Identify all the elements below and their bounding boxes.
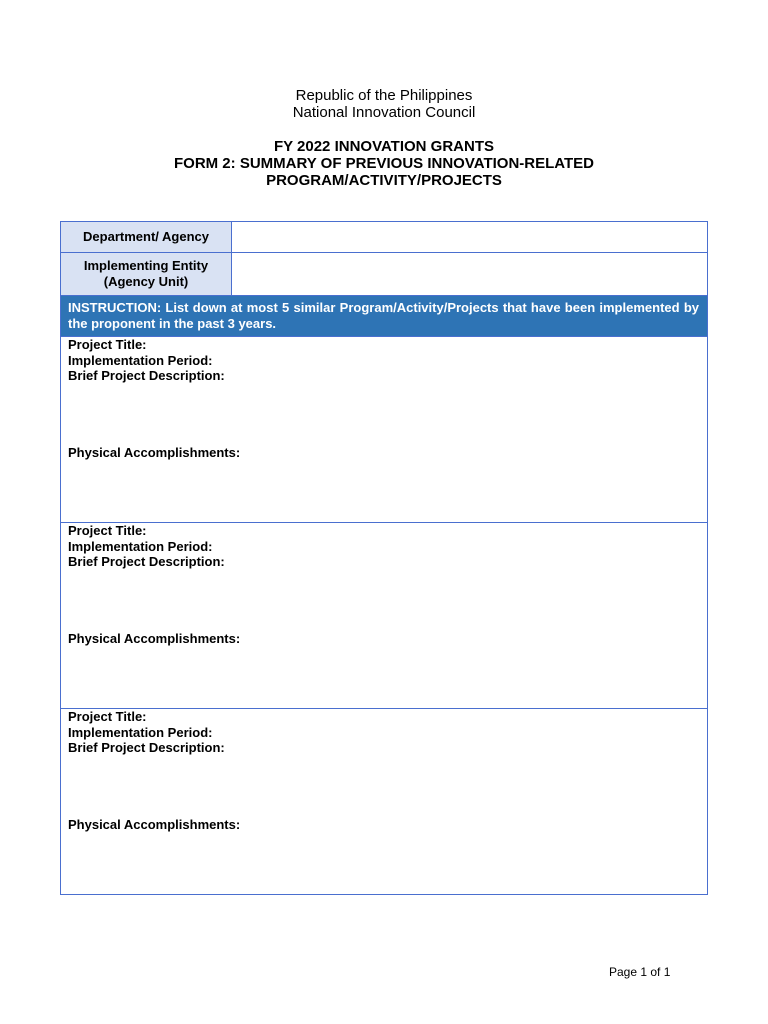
project-description-label: Brief Project Description: bbox=[68, 740, 225, 755]
physical-accomplishments-label: Physical Accomplishments: bbox=[68, 817, 241, 832]
project-entry-1[interactable] bbox=[61, 337, 708, 523]
entity-label-line-1: Implementing Entity bbox=[83, 258, 209, 273]
implementation-period-label: Implementation Period: bbox=[68, 538, 213, 554]
document-header bbox=[0, 87, 768, 121]
entity-label-line-2: (Agency Unit) bbox=[103, 274, 189, 289]
physical-accomplishments-label: Physical Accomplishments: bbox=[68, 631, 241, 646]
form-title-line-3: PROGRAM/ACTIVITY/PROJECTS bbox=[266, 172, 502, 189]
department-row bbox=[61, 222, 708, 253]
project-description-label: Brief Project Description: bbox=[68, 554, 225, 569]
project-entry bbox=[61, 709, 708, 895]
project-title-label: Project Title: bbox=[68, 523, 147, 538]
project-entry-3[interactable] bbox=[61, 709, 708, 895]
entity-label bbox=[61, 253, 232, 296]
form-title-line-1: FY 2022 INNOVATION GRANTS bbox=[273, 138, 495, 155]
implementation-period-label: Implementation Period: bbox=[68, 352, 213, 368]
project-description-label: Brief Project Description: bbox=[68, 368, 225, 383]
page-number: Page 1 of 1 bbox=[609, 965, 671, 979]
header-council: National Innovation Council bbox=[292, 104, 476, 121]
department-label: Department/ Agency bbox=[61, 222, 232, 253]
project-entry bbox=[61, 337, 708, 523]
form-table bbox=[60, 221, 708, 895]
form-title bbox=[0, 138, 768, 189]
implementation-period-label: Implementation Period: bbox=[68, 724, 213, 740]
project-entry-2[interactable] bbox=[61, 523, 708, 709]
entity-row bbox=[61, 253, 708, 296]
header-country: Republic of the Philippines bbox=[295, 87, 473, 104]
instruction-row bbox=[61, 296, 708, 337]
project-title-label: Project Title: bbox=[68, 337, 147, 352]
department-field[interactable] bbox=[232, 222, 708, 253]
project-entry bbox=[61, 523, 708, 709]
instruction-text: INSTRUCTION: List down at most 5 similar Program/Activity/Projects that have been implemented by the proponent in the past 3 years. bbox=[61, 296, 708, 337]
project-title-label: Project Title: bbox=[68, 709, 147, 724]
form-title-line-2: FORM 2: SUMMARY OF PREVIOUS INNOVATION-RELATED bbox=[173, 155, 594, 172]
entity-field[interactable] bbox=[232, 253, 708, 296]
physical-accomplishments-label: Physical Accomplishments: bbox=[68, 445, 241, 460]
